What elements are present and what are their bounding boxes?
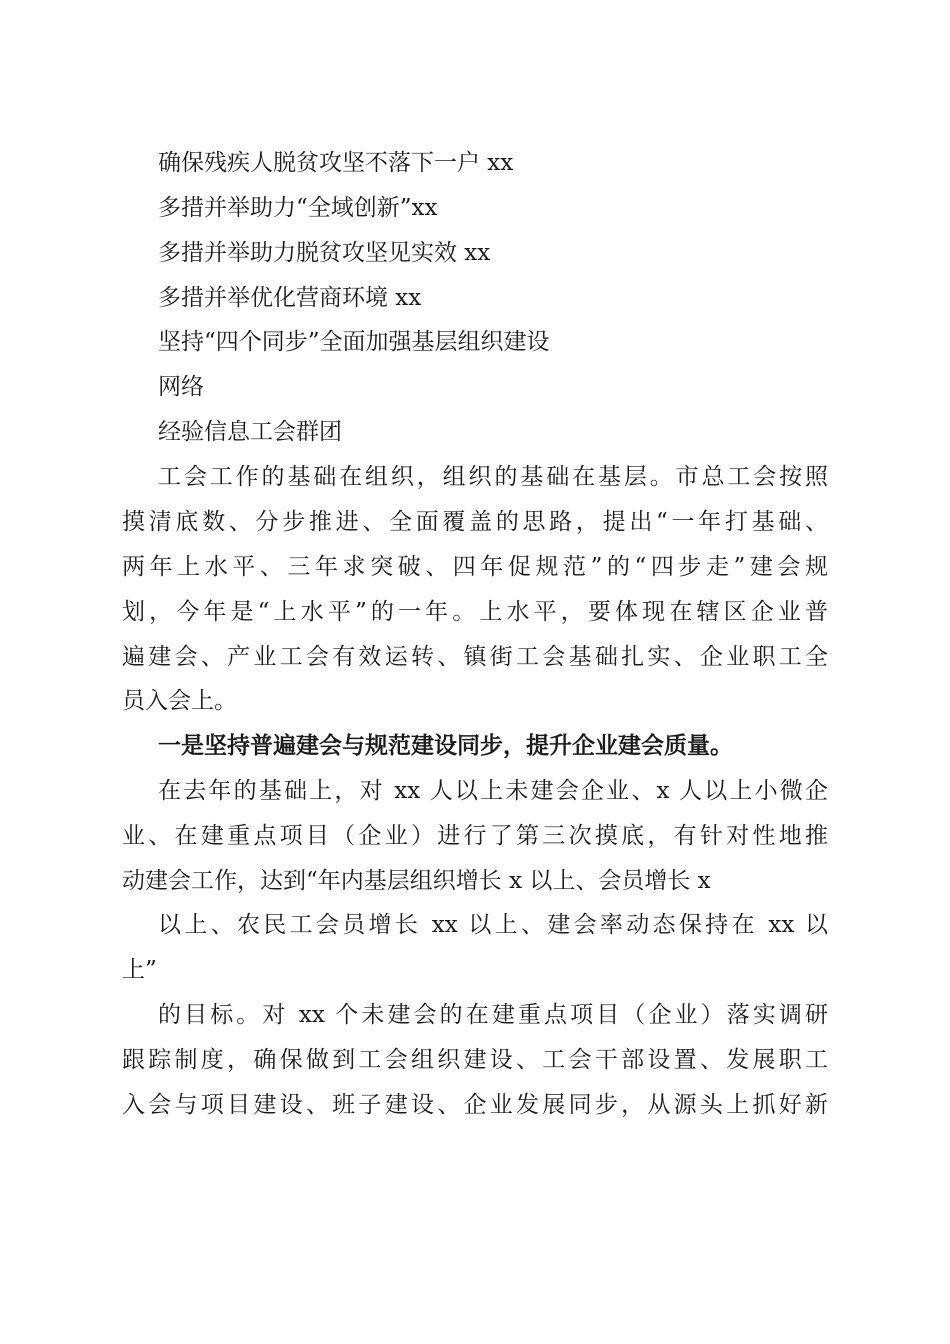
paragraph-line: 的目标。对 xx 个未建会的在建重点项目（企业）落实调研 — [158, 1002, 828, 1028]
paragraph-line: 入会与项目建设、班子建设、企业发展同步，从源头上抓好新 — [122, 1092, 828, 1118]
section-heading: 一是坚持普遍建会与规范建设同步，提升企业建会质量。 — [158, 732, 733, 759]
headline-4: 多措并举优化营商环境 xx — [158, 285, 422, 311]
paragraph-line: 两年上水平、三年求突破、四年促规范”的“四步走”建会规 — [122, 554, 828, 580]
headline-6: 网络 — [158, 374, 204, 400]
paragraph-line: 员入会上。 — [122, 688, 237, 714]
paragraph-line: 在去年的基础上，对 xx 人以上未建会企业、x 人以上小微企 — [158, 778, 828, 804]
headline-7: 经验信息工会群团 — [158, 419, 342, 445]
paragraph-line: 业、在建重点项目（企业）进行了第三次摸底，有针对性地推 — [122, 823, 828, 849]
headline-5: 坚持“四个同步”全面加强基层组织建设 — [158, 329, 550, 355]
headline-3: 多措并举助力脱贫攻坚见实效 xx — [158, 240, 491, 266]
paragraph-line: 上” — [122, 957, 157, 983]
paragraph-line: 跟踪制度，确保做到工会组织建设、工会干部设置、发展职工 — [122, 1047, 828, 1073]
paragraph-line: 工会工作的基础在组织，组织的基础在基层。市总工会按照 — [158, 464, 828, 490]
paragraph-line: 遍建会、产业工会有效运转、镇街工会基础扎实、企业职工全 — [122, 644, 828, 670]
headline-2: 多措并举助力“全域创新”xx — [158, 195, 438, 221]
headline-1: 确保残疾人脱贫攻坚不落下一户 xx — [158, 150, 514, 176]
paragraph-line: 动建会工作，达到“年内基层组织增长 x 以上、会员增长 x — [122, 868, 711, 894]
paragraph-line: 以上、农民工会员增长 xx 以上、建会率动态保持在 xx 以 — [158, 912, 828, 938]
paragraph-line: 摸清底数、分步推进、全面覆盖的思路，提出“一年打基础、 — [122, 509, 828, 535]
paragraph-line: 划，今年是“上水平”的一年。上水平，要体现在辖区企业普 — [122, 599, 828, 625]
